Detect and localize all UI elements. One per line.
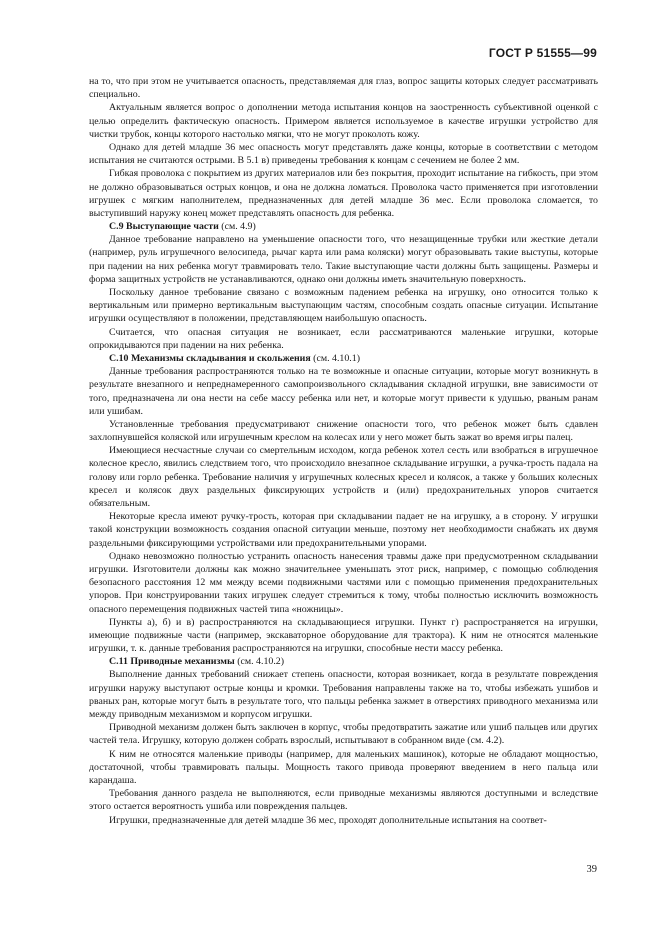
document-code-header: ГОСТ Р 51555—99 [488, 46, 597, 60]
section-title: С.10 Механизмы складывания и скольжения [109, 352, 311, 364]
section-reference: (см. 4.10.2) [234, 656, 285, 668]
body-paragraph: Однако для детей младше 36 мес опасность могут представлять даже концы, которые в соответствии с методом испытания не считаются острыми. В 5.1 в) приведены требования к концам с сечением не более 2 мм. [89, 141, 598, 167]
section-heading [89, 352, 598, 365]
body-paragraph: Некоторые кресла имеют ручку-трость, которая при складывании падает не на игрушку, а в сторону. У игрушки такой конструкции возможность создания опасной ситуации меньше, поэтому нет необходимости снабжать их двумя раздельными фиксирующими устройствами или предохранительными упорами. [89, 511, 598, 549]
body-paragraph: Имеющиеся несчастные случаи со смертельным исходом, когда ребенок хотел сесть или взобраться в игрушечное колесное кресло, явились следствием того, что происходило внезапное складывание игрушки, а ручка-трость падала на голову или горло ребенка. Требование наличия у игрушечных колесных кресел и колясок, а также у больших колесных кресел и колясок двух раздельных фиксирующих устройств и (или) предохранительных упоров считается обязательным. [89, 445, 598, 509]
section-reference: (см. 4.10.1) [310, 352, 361, 364]
section-heading [89, 655, 598, 668]
section-reference: (см. 4.9) [218, 221, 256, 233]
body-paragraph: Гибкая проволока с покрытием из других материалов или без покрытия, проходит испытание на гибкость, при этом не должно образовываться острых концов, и она не должна ломаться. Проволока часто применяется при изготовлении игрушек с мягким наполнителем, предназначенных для детей младше 36 мес. Если проволока сломается, то выступивший наружу конец может представлять опасность для ребенка. [89, 168, 598, 219]
document-body [89, 75, 598, 827]
body-paragraph: Игрушки, предназначенные для детей младше 36 мес, проходят дополнительные испытания на соответ- [109, 814, 547, 826]
body-paragraph: Выполнение данных требований снижает степень опасности, которая возникает, когда в результате повреждения игрушки наружу выступают острые концы и кромки. Требования направлены также на то, чтобы избежать ушибов и рваных ран, которые могут быть в результате того, что пальцы ребенка зажмет в отверстиях приводного механизма или между приводным механизмом и корпусом игрушки. [89, 669, 598, 720]
body-paragraph: К ним не относятся маленькие приводы (например, для маленьких машинок), которые не обладают мощностью, достаточной, чтобы травмировать пальцы. Мощность такого привода проверяют введением в него пальца или карандаша. [89, 748, 598, 786]
continued-paragraph: на то, что при этом не учитывается опасность, представляемая для глаз, вопрос защиты которых следует рассматривать специально. [89, 76, 598, 101]
section-title: С.9 Выступающие части [109, 221, 219, 233]
body-paragraph: Пункты а), б) и в) распространяются на складывающиеся игрушки. Пункт г) распространяется на игрушки, имеющие подвижные части (например, экскаваторное оборудование для трактора). К ним не относятся маленькие игрушки, т. к. данные требования распространяются на игрушки, способные нести массу ребенка. [89, 616, 598, 655]
body-paragraph: Поскольку данное требование связано с возможным падением ребенка на игрушку, оно относится только к вертикальным или примерно вертикальным выступающим частям, способным создать опасные ситуации. Испытание игрушки осуществляют в положении, представляющем наибольшую опасность. [89, 287, 598, 325]
body-paragraph: Актуальным является вопрос о дополнении метода испытания концов на заостренность субъективной оценкой с целью определить фактическую опасность. Примером является используемое в качестве игрушки устройство для чистки трубок, концы которого настолько мягки, что не могут проколоть кожу. [89, 102, 598, 140]
body-paragraph: Данные требования распространяются только на те возможные и опасные ситуации, которые могут возникнуть в результате внезапного и непреднамеренного самопроизвольного складывания складной игрушки, вне зависимости от того, предназначена ли она нести на себе массу ребенка или нет, и которые могут привести к удушью, рваным ранам или ушибам. [89, 366, 598, 417]
body-paragraph: Установленные требования предусматривают снижение опасности того, что ребенок может быть сдавлен захлопнувшейся коляской или игрушечным креслом на колесах или у него может быть зажат во время игры палец. [89, 418, 598, 444]
section-title: С.11 Приводные механизмы [109, 656, 235, 668]
body-paragraph: Требования данного раздела не выполняются, если приводные механизмы являются доступными и вследствие этого остается вероятность ушиба или повреждения пальцев. [89, 788, 598, 813]
body-paragraph: Считается, что опасная ситуация не возникает, если рассматриваются маленькие игрушки, которые опрокидываются при падении на них ребенка. [89, 326, 598, 351]
body-paragraph: Данное требование направлено на уменьшение опасности того, что незащищенные трубки или жесткие детали (например, руль игрушечного велосипеда, рычаг карта или рама коляски) могут образовывать такие выступы, которые при падении на них ребенка могут травмировать тело. Такие выступающие части должны быть защищены. Размеры и форма защитных устройств не устанавливаются, однако они должны иметь значительную поверхность. [89, 234, 598, 285]
page-number: 39 [586, 864, 597, 875]
body-paragraph: Приводной механизм должен быть заключен в корпус, чтобы предотвратить зажатие или ушиб пальцев или других частей тела. Игрушку, которую должен собрать взрослый, испытывают в собранном виде (см. 4.2). [89, 722, 598, 747]
section-heading [89, 220, 598, 233]
body-paragraph: Однако невозможно полностью устранить опасность нанесения травмы даже при предусмотренном складывании игрушки. Изготовители должны как можно значительнее уменьшать этот риск, например, с помощью соблюдения безопасного расстояния 12 мм между всеми подвижными частями или с помощью применения предохранительных упоров. При конструировании таких игрушек следует стремиться к тому, чтобы полностью исключить возможность опасного перемещения подвижных частей типа «ножницы». [89, 550, 598, 615]
